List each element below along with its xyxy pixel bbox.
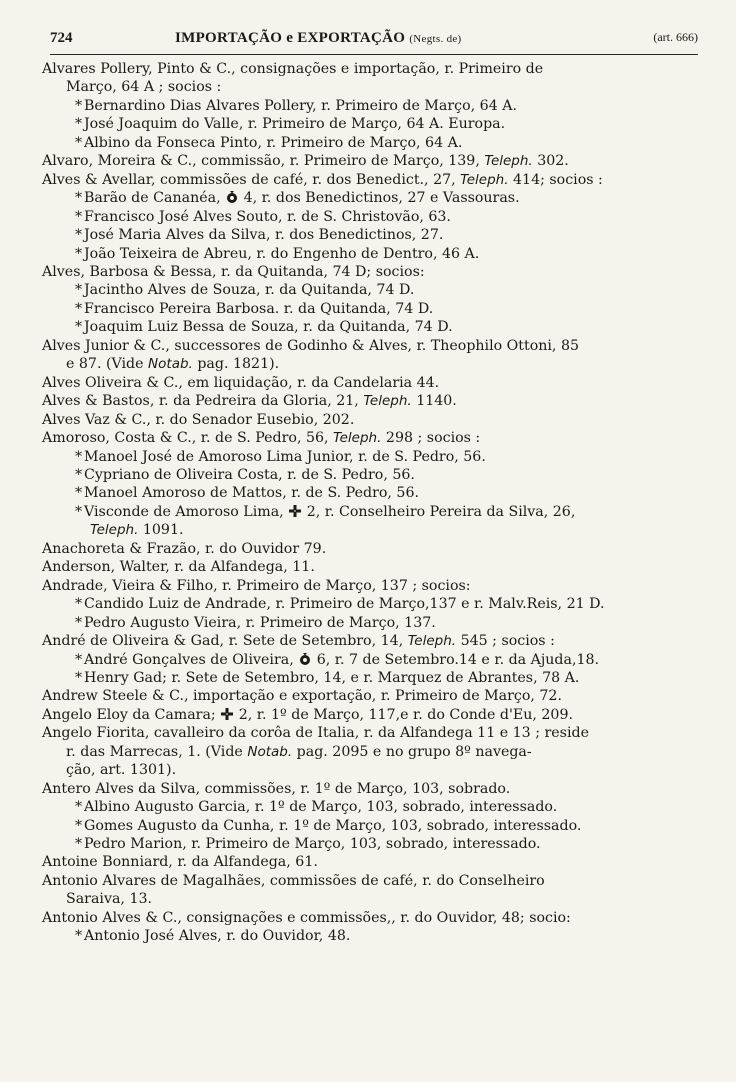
partner-line bbox=[36, 208, 686, 226]
partner-line bbox=[36, 226, 686, 244]
directory-entry bbox=[36, 706, 686, 724]
directory-entry bbox=[36, 429, 686, 447]
directory-entry bbox=[36, 263, 686, 281]
entry-tail: 4, r. dos Benedictinos, 27 e Vassouras. bbox=[239, 190, 520, 207]
partner-line bbox=[36, 466, 686, 484]
entry-text: Antoine Bonniard, r. da Alfandega, 61. bbox=[42, 854, 318, 871]
partner-line bbox=[36, 835, 686, 853]
partner-marker: * bbox=[75, 836, 83, 853]
medal-icon bbox=[298, 652, 312, 666]
entry-text: Alves & Avellar, commissões de café, r. dos Benedict., 27, bbox=[42, 171, 456, 188]
partner-marker: * bbox=[75, 245, 83, 262]
partner-marker: * bbox=[75, 669, 83, 686]
cross-icon bbox=[220, 707, 234, 721]
directory-entry bbox=[36, 872, 686, 890]
entry-text: João Teixeira de Abreu, r. do Engenho de Dentro, 46 A. bbox=[84, 245, 480, 262]
entry-text: Francisco Pereira Barbosa. r. da Quitanda, 74 D. bbox=[84, 300, 434, 317]
partner-line bbox=[36, 97, 686, 115]
directory-entry bbox=[36, 724, 686, 742]
reference-abbrev: Notab. bbox=[148, 356, 193, 373]
continuation-line bbox=[36, 890, 686, 908]
entry-text: José Maria Alves da Silva, r. dos Benedictinos, 27. bbox=[84, 227, 444, 244]
entry-text: e 87. (Vide bbox=[66, 356, 144, 373]
partner-line bbox=[36, 614, 686, 632]
entry-text: Alves Vaz & C., r. do Senador Eusebio, 202. bbox=[42, 411, 355, 428]
continuation-line bbox=[36, 355, 686, 373]
entry-text: André de Oliveira & Gad, r. Sete de Setembro, 14, bbox=[42, 633, 404, 650]
page-header bbox=[50, 30, 698, 52]
partner-marker: * bbox=[75, 485, 83, 502]
partner-line bbox=[36, 245, 686, 263]
reference-abbrev: Teleph. bbox=[333, 430, 382, 447]
partner-marker: * bbox=[75, 466, 83, 483]
entry-tail: pag. 2095 e no grupo 8º navega- bbox=[292, 743, 532, 760]
entry-text: Angelo Eloy da Camara; bbox=[42, 706, 216, 723]
reference-abbrev: Teleph. bbox=[407, 633, 457, 650]
page-number: 724 bbox=[50, 30, 73, 46]
partner-marker: * bbox=[75, 116, 83, 133]
entry-text: Joaquim Luiz Bessa de Souza, r. da Quitanda, 74 D. bbox=[84, 319, 453, 336]
partner-line bbox=[36, 318, 686, 336]
entry-text: Pedro Marion, r. Primeiro de Março, 103, sobrado, interessado. bbox=[84, 836, 541, 853]
directory-entry bbox=[36, 60, 686, 78]
entry-text: Alvares Pollery, Pinto & C., consignações e importação, r. Primeiro de bbox=[42, 61, 544, 77]
partner-line bbox=[36, 927, 686, 945]
partner-line bbox=[36, 484, 686, 502]
partner-marker: * bbox=[75, 190, 83, 207]
directory-entry bbox=[36, 337, 686, 355]
partner-marker: * bbox=[75, 134, 83, 151]
partner-marker: * bbox=[75, 799, 83, 816]
entry-text: Gomes Augusto da Cunha, r. 1º de Março, 103, sobrado, interessado. bbox=[84, 817, 582, 834]
entry-text: Amoroso, Costa & C., r. de S. Pedro, 56, bbox=[42, 430, 329, 447]
entry-text: r. das Marrecas, 1. (Vide bbox=[66, 743, 243, 760]
entry-text: Francisco José Alves Souto, r. de S. Christovão, 63. bbox=[84, 208, 451, 225]
entry-text: Pedro Augusto Vieira, r. Primeiro de Março, 137. bbox=[84, 614, 436, 631]
entry-text: Saraiva, 13. bbox=[66, 891, 153, 908]
partner-marker: * bbox=[75, 448, 83, 465]
entry-tail: 2, r. 1º de Março, 117,e r. do Conde d'Eu, 209. bbox=[234, 706, 573, 723]
continuation-line bbox=[36, 761, 686, 779]
continuation-line bbox=[36, 521, 686, 539]
partner-marker: * bbox=[75, 503, 83, 520]
entry-text: Andrew Steele & C., importação e exportação, r. Primeiro de Março, 72. bbox=[42, 688, 562, 705]
directory-entry bbox=[36, 780, 686, 798]
continuation-line bbox=[36, 78, 686, 96]
directory-entry bbox=[36, 853, 686, 871]
directory-entries bbox=[36, 60, 686, 946]
directory-entry bbox=[36, 687, 686, 705]
entry-tail: 6, r. 7 de Setembro.14 e r. da Ajuda,18. bbox=[312, 651, 600, 668]
entry-text: André Gonçalves de Oliveira, bbox=[84, 651, 294, 668]
entry-text: Jacintho Alves de Souza, r. da Quitanda, 74 D. bbox=[84, 282, 415, 299]
partner-marker: * bbox=[75, 928, 83, 945]
entry-text: Anachoreta & Frazão, r. do Ouvidor 79. bbox=[42, 540, 327, 557]
reference-abbrev: Teleph. bbox=[363, 393, 412, 410]
directory-entry bbox=[36, 558, 686, 576]
entry-tail: 298 ; socios : bbox=[381, 430, 481, 447]
reference-abbrev: Notab. bbox=[247, 743, 293, 760]
directory-entry bbox=[36, 577, 686, 595]
partner-line bbox=[36, 669, 686, 687]
entry-tail: 2, r. Conselheiro Pereira da Silva, 26, bbox=[302, 503, 576, 520]
entry-text: Alves, Barbosa & Bessa, r. da Quitanda, 74 D; socios: bbox=[42, 263, 425, 280]
entry-text: Bernardino Dias Alvares Pollery, r. Primeiro de Março, 64 A. bbox=[84, 97, 517, 114]
partner-line bbox=[36, 134, 686, 152]
partner-line bbox=[36, 503, 686, 521]
entry-text: Alvaro, Moreira & C., commissão, r. Primeiro de Março, 139, bbox=[42, 153, 480, 170]
directory-entry bbox=[36, 909, 686, 927]
partner-marker: * bbox=[75, 208, 83, 225]
entry-tail: 1140. bbox=[411, 393, 457, 410]
entry-text: Antonio Alvares de Magalhães, commissões de café, r. do Conselheiro bbox=[42, 872, 545, 889]
entry-text: Albino Augusto Garcia, r. 1º de Março, 103, sobrado, interessado. bbox=[84, 799, 558, 816]
medal-icon bbox=[225, 190, 239, 204]
partner-line bbox=[36, 300, 686, 318]
entry-text: Candido Luiz de Andrade, r. Primeiro de Março,137 e r. Malv.Reis, 21 D. bbox=[84, 596, 605, 613]
directory-entry bbox=[36, 632, 686, 650]
partner-line bbox=[36, 798, 686, 816]
reference-abbrev: Teleph. bbox=[484, 153, 533, 170]
entry-text: Manoel Amoroso de Mattos, r. de S. Pedro, 56. bbox=[84, 485, 419, 502]
partner-marker: * bbox=[75, 319, 83, 336]
directory-entry bbox=[36, 374, 686, 392]
entry-text: Antonio José Alves, r. do Ouvidor, 48. bbox=[84, 928, 351, 945]
partner-line bbox=[36, 595, 686, 613]
entry-text: Março, 64 A ; socios : bbox=[66, 79, 222, 96]
entry-tail: 302. bbox=[532, 153, 569, 170]
entry-tail: 1091. bbox=[138, 522, 184, 539]
reference-abbrev: Teleph. bbox=[90, 522, 139, 539]
entry-text: ção, art. 1301). bbox=[66, 762, 177, 779]
partner-marker: * bbox=[75, 596, 83, 613]
page-title: IMPORTAÇÃO e EXPORTAÇÃO (Negts. de) bbox=[175, 30, 462, 46]
partner-marker: * bbox=[75, 282, 83, 299]
title-note: (Negts. de) bbox=[409, 33, 462, 45]
directory-entry bbox=[36, 411, 686, 429]
partner-marker: * bbox=[75, 614, 83, 631]
entry-text: Henry Gad; r. Sete de Setembro, 14, e r. Marquez de Abrantes, 78 A. bbox=[84, 669, 580, 686]
entry-text: Albino da Fonseca Pinto, r. Primeiro de Março, 64 A. bbox=[84, 134, 463, 151]
entry-text: Visconde de Amoroso Lima, bbox=[84, 503, 284, 520]
reference-abbrev: Teleph. bbox=[460, 171, 509, 188]
partner-marker: * bbox=[75, 300, 83, 317]
header-rule bbox=[50, 54, 698, 55]
partner-marker: * bbox=[75, 97, 83, 114]
entry-text: Alves & Bastos, r. da Pedreira da Gloria, 21, bbox=[42, 393, 359, 410]
partner-marker: * bbox=[75, 817, 83, 834]
entry-text: Cypriano de Oliveira Costa, r. de S. Pedro, 56. bbox=[84, 466, 415, 483]
partner-marker: * bbox=[75, 651, 83, 668]
directory-entry bbox=[36, 392, 686, 410]
entry-text: Antonio Alves & C., consignações e commissões,, r. do Ouvidor, 48; socio: bbox=[42, 909, 571, 926]
partner-line bbox=[36, 651, 686, 669]
entry-tail: 545 ; socios : bbox=[456, 633, 555, 650]
article-reference: (art. 666) bbox=[653, 30, 698, 44]
continuation-line bbox=[36, 743, 686, 761]
entry-text: Barão de Cananéa, bbox=[84, 190, 221, 207]
partner-line bbox=[36, 448, 686, 466]
partner-marker: * bbox=[75, 227, 83, 244]
entry-text: Alves Junior & C., successores de Godinho & Alves, r. Theophilo Ottoni, 85 bbox=[42, 337, 580, 354]
cross-icon bbox=[288, 504, 302, 518]
directory-entry bbox=[36, 152, 686, 170]
entry-text: Antero Alves da Silva, commissões, r. 1º de Março, 103, sobrado. bbox=[42, 780, 511, 797]
directory-entry bbox=[36, 540, 686, 558]
partner-line bbox=[36, 189, 686, 207]
entry-text: Anderson, Walter, r. da Alfandega, 11. bbox=[42, 559, 315, 576]
entry-text: Alves Oliveira & C., em liquidação, r. da Candelaria 44. bbox=[42, 374, 440, 391]
entry-text: Angelo Fiorita, cavalleiro da corôa de Italia, r. da Alfandega 11 e 13 ; reside bbox=[42, 725, 589, 742]
entry-text: Andrade, Vieira & Filho, r. Primeiro de Março, 137 ; socios: bbox=[42, 577, 471, 594]
partner-line bbox=[36, 281, 686, 299]
entry-tail: pag. 1821). bbox=[192, 356, 280, 373]
partner-line bbox=[36, 817, 686, 835]
entry-text: José Joaquim do Valle, r. Primeiro de Março, 64 A. Europa. bbox=[84, 116, 506, 133]
partner-line bbox=[36, 115, 686, 133]
entry-text: Manoel José de Amoroso Lima Junior, r. de S. Pedro, 56. bbox=[84, 448, 486, 465]
entry-tail: 414; socios : bbox=[508, 171, 603, 188]
directory-entry bbox=[36, 171, 686, 189]
